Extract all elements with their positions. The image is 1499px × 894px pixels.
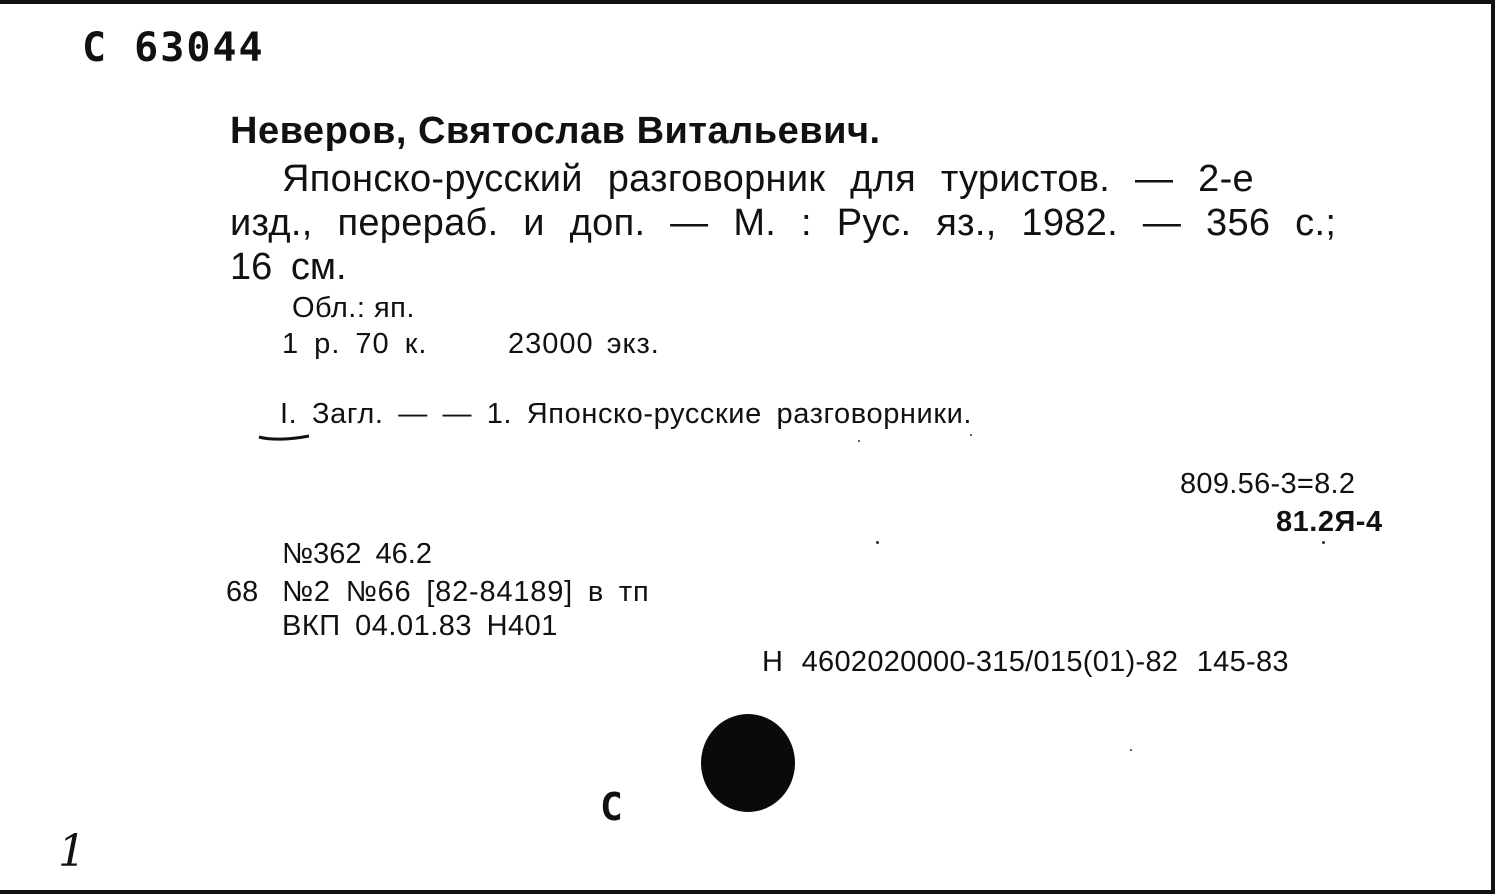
udc-index: 809.56-3=8.2 (1180, 468, 1356, 500)
speck (970, 434, 972, 436)
service-line-1: №362 46.2 (282, 538, 432, 570)
bottom-letter: С (600, 785, 623, 829)
service-line-3: ВКП 04.01.83 Н401 (282, 610, 558, 642)
tracings: I. Загл. — — 1. Японско-русские разговорники. (280, 398, 973, 430)
title-line-3: 16 см. (230, 246, 347, 288)
bbk-index: 81.2Я-4 (1276, 506, 1383, 538)
author-heading: Неверов, Святослав Витальевич. (230, 110, 881, 152)
speck (876, 541, 879, 544)
handwritten-underline (258, 432, 310, 442)
print-run: 23000 экз. (508, 328, 660, 360)
handwritten-number: 1 (58, 826, 86, 877)
speck (1130, 749, 1132, 751)
speck (1322, 541, 1325, 544)
service-line-2: №2 №66 [82-84189] в тп (282, 576, 650, 608)
price: 1 р. 70 к. (282, 328, 428, 360)
call-number: С 63044 (82, 25, 265, 71)
service-line-2-prefix: 68 (226, 576, 259, 608)
binding-note: Обл.: яп. (292, 292, 415, 324)
punch-hole (701, 714, 795, 812)
title-line-2: изд., перераб. и доп. — М. : Рус. яз., 1982. — 356 с.; (230, 202, 1337, 244)
speck (858, 440, 860, 442)
title-line-1: Японско-русский разговорник для туристов. — 2-е (282, 158, 1254, 200)
classification-code: Н 4602020000-315/015(01)-82 145-83 (762, 646, 1289, 678)
